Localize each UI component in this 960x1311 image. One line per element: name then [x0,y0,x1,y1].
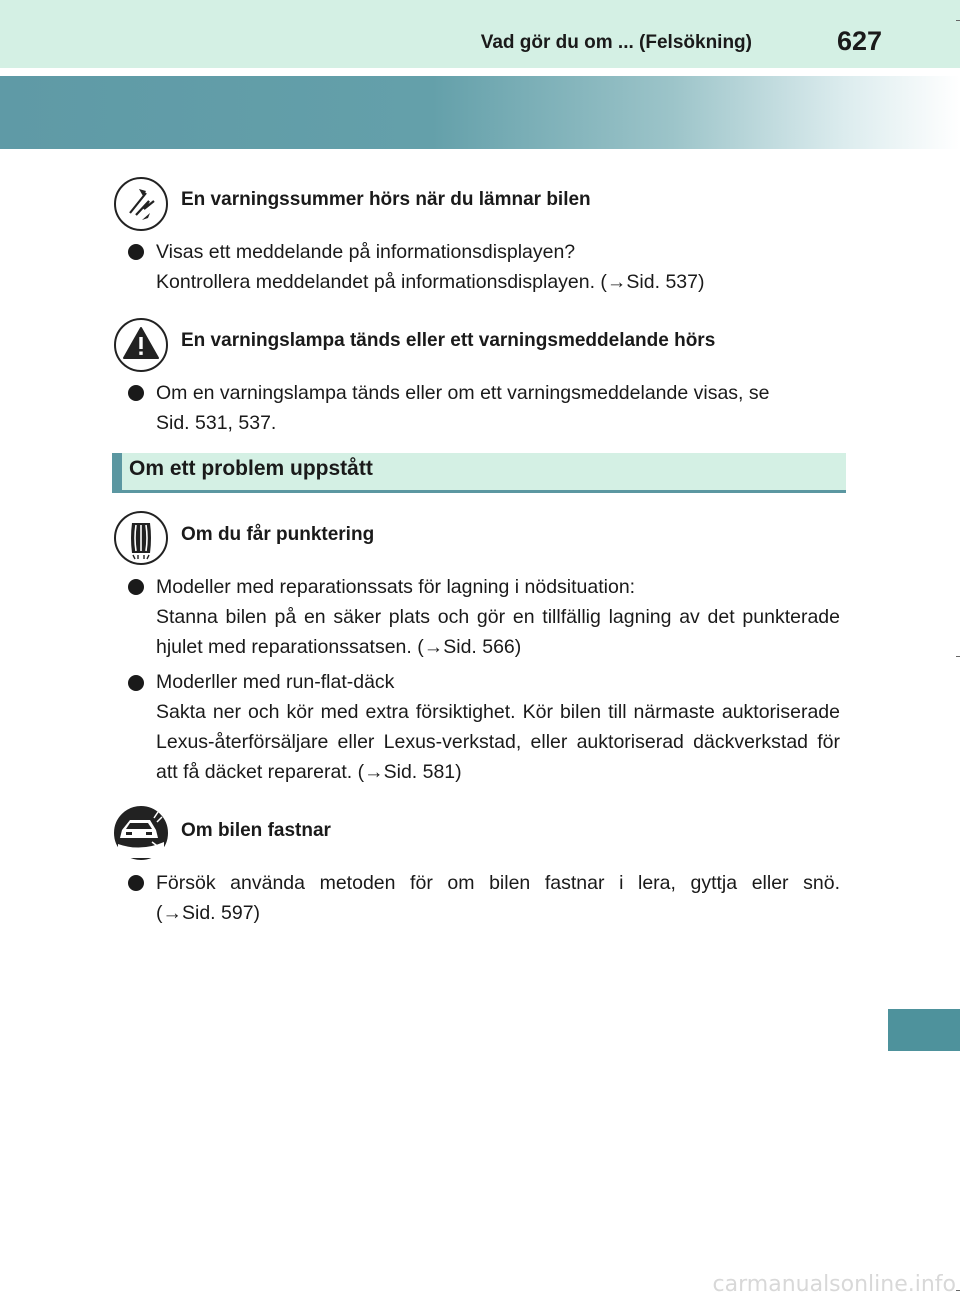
watermark: carmanualsonline.info [712,1272,956,1297]
item-heading-flat-tire: Om du får punktering [181,524,375,545]
crop-mark [956,20,960,21]
warning-buzzer-icon [114,177,168,231]
warning-triangle-icon [114,318,168,372]
bullet-text: Visas ett meddelande på informationsdisplayen? Kontrollera meddelandet på informationsdisplayen. (→Sid. 537) [156,241,705,293]
chapter-banner [0,76,960,149]
bullet-dot [128,675,144,691]
bullet-dot [128,385,144,401]
section-heading-buzzer: En varningssummer hörs när du lämnar bilen [181,189,591,210]
header-title: Vad gör du om ... (Felsökning) [480,32,752,53]
crop-mark [956,1290,960,1291]
section-heading-warning-lamp: En varningslampa tänds eller ett varningsmeddelande hörs [181,330,716,351]
bullet-text: Om en varningslampa tänds eller om ett varningsmeddelande visas, se Sid. 531, 537. [156,382,770,434]
page-number: 627 [836,26,882,56]
chapter-tab [888,1009,960,1051]
bullet-text: Försök använda metoden för om bilen fastnar i lera, gyttja eller snö. (→Sid. 597) [156,872,840,924]
flat-tire-icon [114,511,168,565]
section-header [112,453,846,493]
bullet-dot [128,875,144,891]
bullet-dot [128,579,144,595]
bullet-text: Modeller med reparationssats för lagning i nödsituation: Stanna bilen på en säker plats och gör en tillfällig lagning av det punkterade hjulet med reparationssatsen. (→Sid. 566) [156,576,840,658]
section-title: Om ett problem uppstått [129,457,373,480]
bullet-dot [128,244,144,260]
stuck-vehicle-icon [114,806,168,860]
section-accent-bar [112,453,122,490]
bullet-text: Moderller med run-flat-däck Sakta ner och kör med extra försiktighet. Kör bilen till närmaste auktoriserade Lexus-återförsäljare eller Lexus-verkstad, eller auktoriserad däckverkstad för att få däcket reparerat. (→Sid. 581) [156,671,840,783]
item-heading-stuck: Om bilen fastnar [181,820,331,841]
crop-mark [956,656,960,657]
